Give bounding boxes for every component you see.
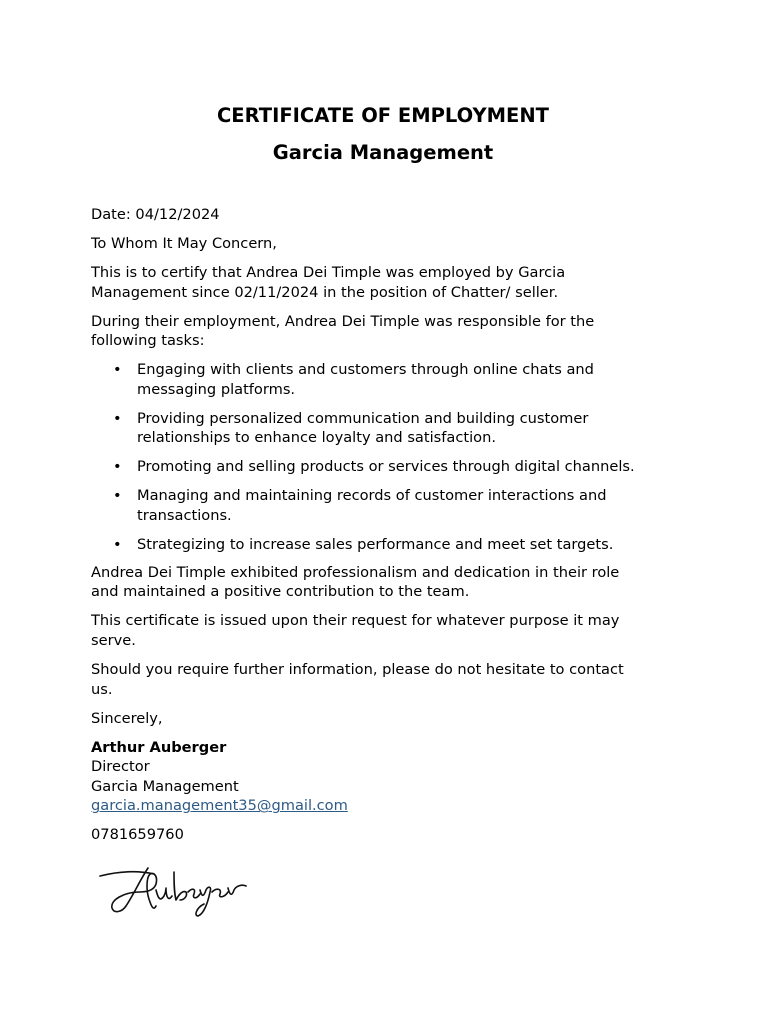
duties-line-1: During their employment, Andrea Dei Timple was responsible for the xyxy=(91,312,595,330)
certification-line-1: This is to certify that Andrea Dei Timple was employed by Garcia xyxy=(91,263,566,281)
list-item: • Providing personalized communication and building customer relationships to enhance loyalty and satisfaction. xyxy=(113,409,589,447)
list-item: • Promoting and selling products or services through digital channels. xyxy=(113,458,635,476)
phone-number: 0781659760 xyxy=(91,826,184,844)
issue-date: Date: 04/12/2024 xyxy=(91,206,220,223)
purpose-paragraph: This certificate is issued upon their request for whatever purpose it may serve. xyxy=(91,612,620,649)
certificate-document xyxy=(91,104,681,845)
duties-line-2: following tasks: xyxy=(91,332,205,350)
certification-paragraph xyxy=(91,263,681,302)
list-item: • Managing and maintaining records of customer interactions and transactions. xyxy=(113,487,607,524)
duties-intro-paragraph xyxy=(91,312,681,351)
bullet-icon: • xyxy=(113,361,122,379)
document-title: CERTIFICATE OF EMPLOYMENT xyxy=(217,104,549,127)
bullet-icon: • xyxy=(113,458,122,476)
email-link[interactable]: garcia.management35@gmail.com xyxy=(91,797,348,815)
company-heading: Garcia Management xyxy=(272,141,494,164)
conduct-paragraph: Andrea Dei Timple exhibited professionalism and dedication in their role and maintained a positive contribution to the team. xyxy=(91,563,620,601)
signatory-company: Garcia Management xyxy=(91,777,239,795)
handwritten-signature xyxy=(96,862,260,920)
certification-line-2: Management since 02/11/2024 in the position of Chatter/ seller. xyxy=(91,283,559,301)
list-item: • Strategizing to increase sales performance and meet set targets. xyxy=(113,535,614,553)
signatory-name: Arthur Auberger xyxy=(91,738,227,756)
salutation: To Whom It May Concern, xyxy=(91,234,277,252)
closing: Sincerely, xyxy=(91,709,163,727)
contact-paragraph: Should you require further information, please do not hesitate to contact us. xyxy=(91,660,624,698)
signatory-block xyxy=(91,738,681,816)
bullet-icon: • xyxy=(113,487,122,505)
bullet-icon: • xyxy=(113,409,122,427)
list-item: • Engaging with clients and customers through online chats and messaging platforms. xyxy=(113,361,594,398)
bullet-icon: • xyxy=(113,535,122,553)
task-list xyxy=(91,360,681,554)
signatory-position: Director xyxy=(91,758,150,776)
